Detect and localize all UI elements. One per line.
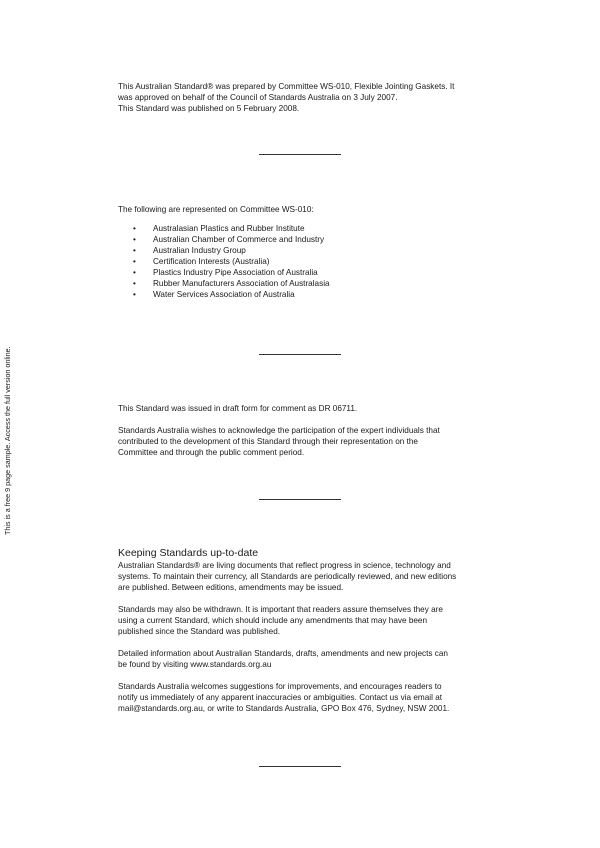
section-divider <box>259 154 341 155</box>
keeping-p4-line1: Standards Australia welcomes suggestions for improvements, and encourages readers to <box>118 682 442 691</box>
draft-acknowledgement <box>118 403 498 458</box>
keeping-p4-line3: mail@standards.org.au, or write to Standards Australia, GPO Box 476, Sydney, NSW 2001. <box>118 704 450 713</box>
committee-member: • Australian Chamber of Commerce and Industry <box>153 234 498 245</box>
keeping-p4-line2: notify us immediately of any apparent inaccuracies or ambiguities. Contact us via email at <box>118 693 443 702</box>
committee-member-list <box>118 223 498 300</box>
committee-intro: The following are represented on Committee WS-010: <box>118 205 314 214</box>
prep-line-3: This Standard was published on 5 February 2008. <box>118 104 300 113</box>
prep-line-2: was approved on behalf of the Council of Standards Australia on 3 July 2007. <box>118 93 398 102</box>
section-divider <box>259 766 341 767</box>
ack-line-3: Committee and through the public comment period. <box>118 448 305 457</box>
committee-member: • Certification Interests (Australia) <box>153 256 498 267</box>
keeping-p2-line3: published since the Standard was published. <box>118 627 281 636</box>
ack-line-2: contributed to the development of this Standard through their representation on the <box>118 437 418 446</box>
preparation-statement <box>118 81 498 114</box>
keeping-p1-line2: systems. To maintain their currency, all Standards are periodically reviewed, and new editions <box>118 572 457 581</box>
section-divider <box>259 354 341 355</box>
committee-member: • Rubber Manufacturers Association of Australasia <box>153 278 498 289</box>
keeping-p1-line3: are published. Between editions, amendments may be issued. <box>118 583 344 592</box>
section-divider <box>259 499 341 500</box>
keeping-p3-line2: be found by visiting www.standards.org.au <box>118 660 272 669</box>
committee-member: • Water Services Association of Australia <box>153 289 498 300</box>
committee-member: • Australian Industry Group <box>153 245 498 256</box>
keeping-up-to-date <box>118 547 498 714</box>
draft-issued: This Standard was issued in draft form for comment as DR 06711. <box>118 404 358 413</box>
committee-member: • Australasian Plastics and Rubber Institute <box>153 223 498 234</box>
committee-member: • Plastics Industry Pipe Association of Australia <box>153 267 498 278</box>
keeping-p2-line1: Standards may also be withdrawn. It is important that readers assure themselves they are <box>118 605 443 614</box>
committee-representation <box>118 204 498 300</box>
sample-notice-text: This is a free 9 page sample. Access the full version online. <box>3 346 12 535</box>
keeping-p3-line1: Detailed information about Australian Standards, drafts, amendments and new projects can <box>118 649 448 658</box>
ack-line-1: Standards Australia wishes to acknowledge the participation of the expert individuals that <box>118 426 440 435</box>
keeping-p1-line1: Australian Standards® are living documents that reflect progress in science, technology and <box>118 561 451 570</box>
prep-line-1: This Australian Standard® was prepared by Committee WS-010, Flexible Jointing Gaskets. It <box>118 82 455 91</box>
keeping-heading: Keeping Standards up-to-date <box>118 547 259 559</box>
keeping-p2-line2: using a current Standard, which should include any amendments that may have been <box>118 616 428 625</box>
